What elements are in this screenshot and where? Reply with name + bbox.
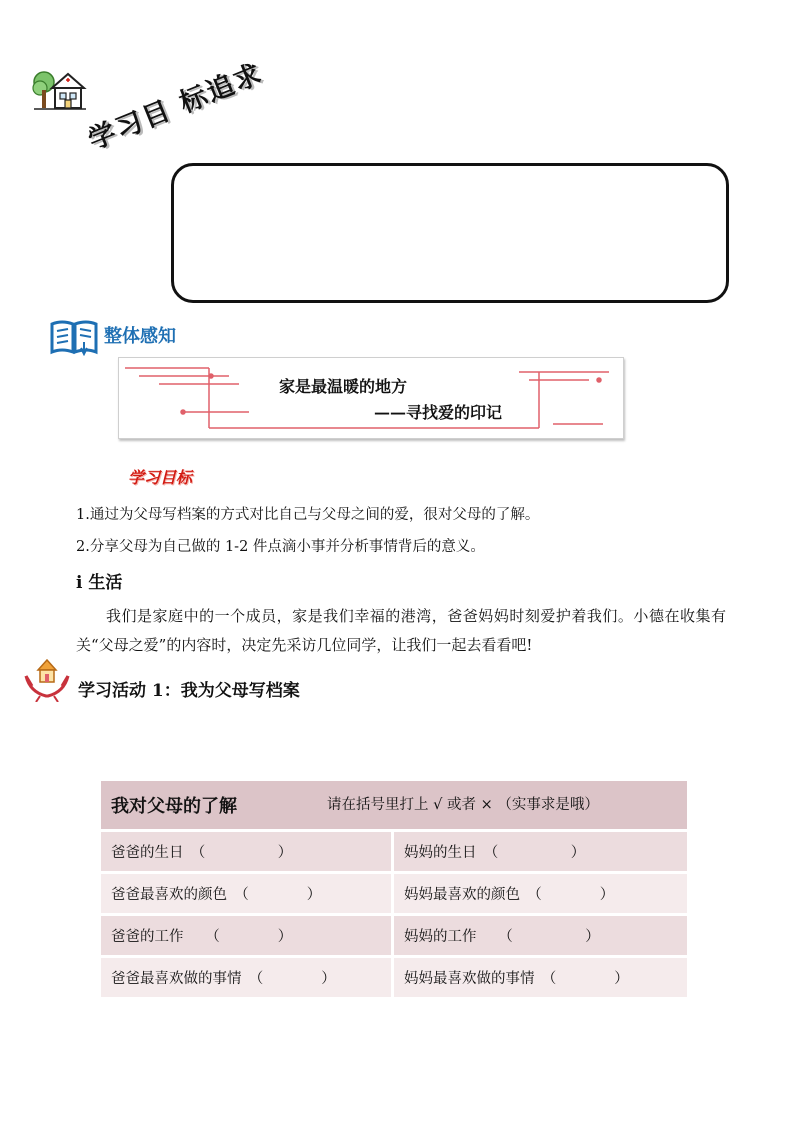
table-row — [101, 916, 687, 958]
activity-heading: 学习活动 1：我为父母写档案 — [78, 681, 300, 701]
banner-title: 家是最温暖的地方 — [279, 377, 408, 396]
dad-color-cell[interactable]: 爸爸最喜欢的颜色 （ ） — [101, 874, 394, 916]
mom-hobby-cell[interactable]: 妈妈最喜欢做的事情 （ ） — [394, 958, 687, 1000]
mom-birthday-cell[interactable]: 妈妈的生日 （ ） — [394, 832, 687, 874]
objective-item: 1.通过为父母写档案的方式对比自己与父母之间的爱，很对父母的了解。 — [76, 507, 540, 523]
table-row — [101, 874, 687, 916]
life-heading: i 生活 — [76, 573, 123, 593]
table-row — [101, 832, 687, 874]
dad-birthday-cell[interactable]: 爸爸的生日 （ ） — [101, 832, 394, 874]
objective-item: 2.分享父母为自己做的 1-2 件点滴小事并分析事情背后的意义。 — [76, 539, 485, 555]
table-title: 我对父母的了解 — [111, 796, 237, 817]
hands-house-icon — [22, 656, 72, 702]
rotated-section-title: 学习目 标追求 — [84, 57, 268, 157]
table-instruction: 请在括号里打上 √ 或者 × （实事求是哦） — [327, 797, 599, 813]
topic-banner — [118, 357, 624, 439]
dad-hobby-cell[interactable]: 爸爸最喜欢做的事情 （ ） — [101, 958, 394, 1000]
table-row — [101, 958, 687, 1000]
parent-profile-table — [101, 781, 687, 1000]
open-book-icon — [48, 318, 100, 356]
banner-subtitle: ——寻找爱的印记 — [374, 403, 503, 422]
mom-color-cell[interactable]: 妈妈最喜欢的颜色 （ ） — [394, 874, 687, 916]
intro-paragraph: 我们是家庭中的一个成员，家是我们幸福的港湾，爸爸妈妈时刻爱护着我们。小德在收集有关“父母之爱”的内容时，决定先采访几位同学，让我们一起去看看吧! — [76, 607, 726, 654]
overview-heading: 整体感知 — [104, 326, 176, 347]
dad-job-cell[interactable]: 爸爸的工作 （ ） — [101, 916, 394, 958]
goal-box[interactable] — [171, 163, 729, 303]
table-header-cell — [101, 781, 687, 832]
objectives-title: 学习目标 — [128, 468, 193, 487]
mom-job-cell[interactable]: 妈妈的工作 （ ） — [394, 916, 687, 958]
house-tree-icon — [30, 68, 88, 114]
table-header-row — [101, 781, 687, 832]
